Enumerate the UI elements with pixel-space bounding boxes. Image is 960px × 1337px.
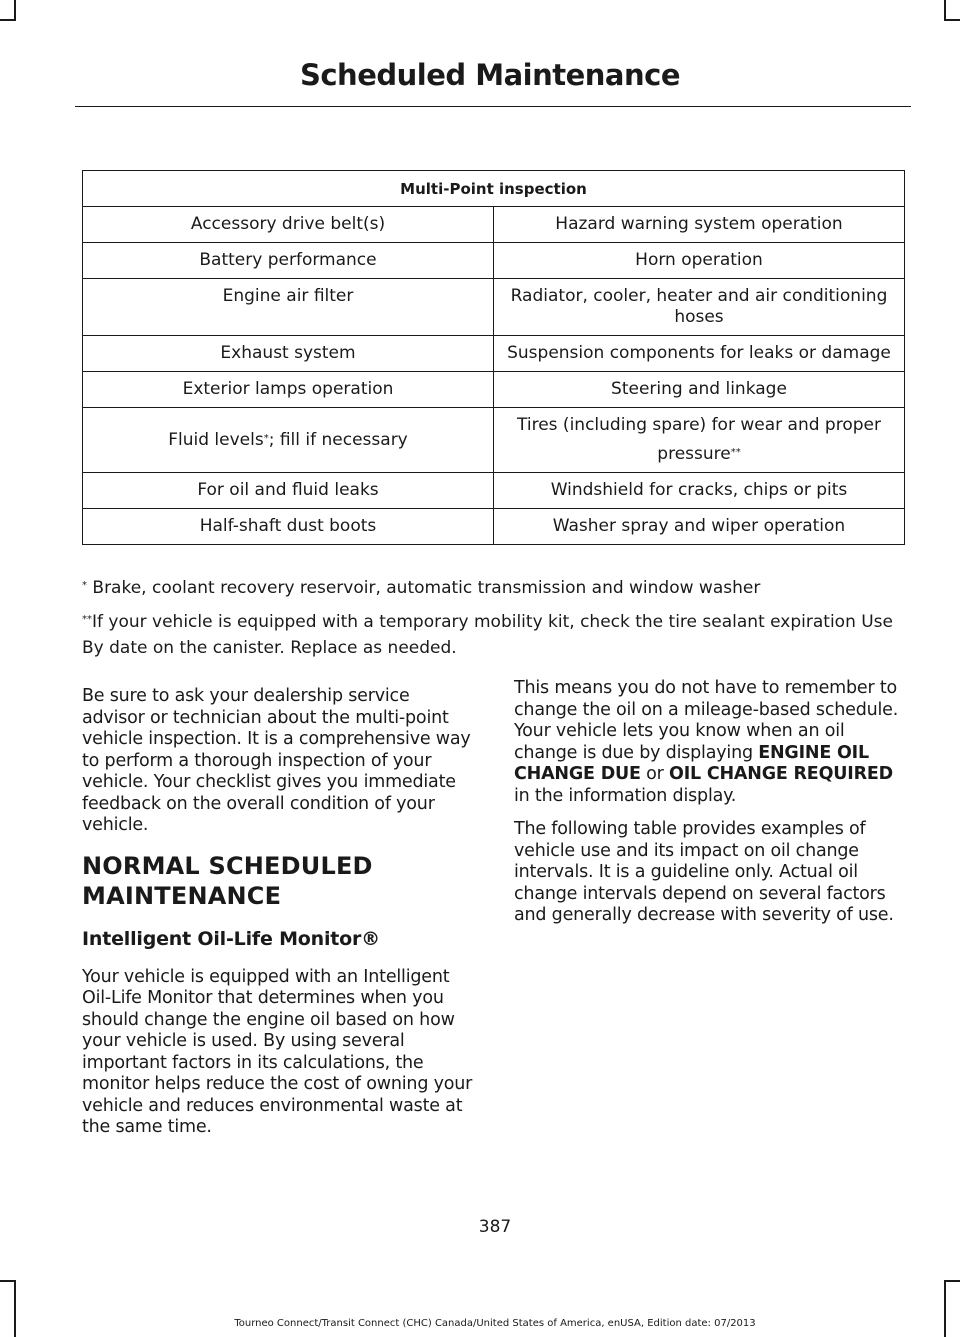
table-row <box>83 473 905 509</box>
table-cell: Steering and linkage <box>494 372 905 408</box>
heading-line: MAINTENANCE <box>82 881 282 910</box>
table-cell: Suspension components for leaks or damage <box>494 336 905 372</box>
table-cell: Accessory drive belt(s) <box>83 207 494 243</box>
table-cell: Exhaust system <box>83 336 494 372</box>
footnote-marker: ** <box>730 447 741 458</box>
table-cell: Windshield for cracks, chips or pits <box>494 473 905 509</box>
title-rule <box>75 106 911 107</box>
subsection-heading: Intelligent Oil-Life Monitor® <box>82 927 380 950</box>
cell-text: ; fill if necessary <box>268 429 408 450</box>
table-cell: Washer spray and wiper operation <box>494 509 905 545</box>
footnote-text: Brake, coolant recovery reservoir, automatic transmission and window washer <box>87 578 761 598</box>
crop-mark <box>0 1280 16 1282</box>
table-cell: Engine air filter <box>83 279 494 336</box>
display-message: ENGINE OIL CHANGE DUE <box>514 742 869 784</box>
cell-text: Fluid levels <box>168 429 264 450</box>
crop-mark <box>0 19 16 21</box>
footnote-text: If your vehicle is equipped with a temporary mobility kit, check the tire sealant expiration Use By date on the canister. Replace as needed. <box>82 612 894 658</box>
section-heading <box>82 851 477 911</box>
table-row <box>83 243 905 279</box>
cell-text: Tires (including spare) for wear and proper <box>517 415 881 435</box>
footnote-marker: * <box>82 580 87 591</box>
table-row <box>83 372 905 408</box>
table-cell: Exterior lamps operation <box>83 372 494 408</box>
heading-line: NORMAL SCHEDULED <box>82 851 373 880</box>
paragraph <box>514 678 909 807</box>
table-cell: Half-shaft dust boots <box>83 509 494 545</box>
table-header-row <box>83 171 905 207</box>
table-cell: Horn operation <box>494 243 905 279</box>
text: in the information display. <box>514 785 737 806</box>
table-row <box>83 336 905 372</box>
right-column <box>514 678 909 939</box>
footnote-1 <box>82 575 912 601</box>
crop-mark <box>944 1280 960 1282</box>
table-row <box>83 509 905 545</box>
table-cell: Hazard warning system operation <box>494 207 905 243</box>
footnote-2 <box>82 609 912 661</box>
table-cell <box>83 408 494 473</box>
table-cell: Radiator, cooler, heater and air conditioning hoses <box>494 279 905 336</box>
footnote-marker: * <box>263 432 269 444</box>
text: or <box>640 764 670 784</box>
table-row <box>83 408 905 473</box>
table-row <box>83 207 905 243</box>
crop-mark <box>14 0 16 20</box>
table-cell: For oil and fluid leaks <box>83 473 494 509</box>
display-message: OIL CHANGE REQUIRED <box>669 764 893 784</box>
edition-footer: Tourneo Connect/Transit Connect (CHC) Canada/United States of America, enUSA, Edition date: 07/2013 <box>234 1318 756 1329</box>
paragraph: Be sure to ask your dealership service advisor or technician about the multi-point vehicle inspection. It is a comprehensive way to perform a thorough inspection of your vehicle. Your checklist gives you immediate feedback on the overall condition of your vehicle. <box>82 686 471 835</box>
multi-point-inspection-table <box>82 170 905 545</box>
table-heading: Multi-Point inspection <box>83 171 905 207</box>
left-column <box>82 686 477 1151</box>
crop-mark <box>944 0 946 20</box>
paragraph: The following table provides examples of vehicle use and its impact on oil change intervals. It is a guideline only. Actual oil change intervals depend on several factors and generally decrease with severity of use. <box>514 819 894 925</box>
table-cell <box>494 408 905 473</box>
footnote-marker: ** <box>82 614 92 625</box>
text: This means you do not have to remember to change the oil on a mileage-based schedule. Your vehicle lets you know when an oil change is due by displaying <box>514 678 899 763</box>
page-title: Scheduled Maintenance <box>299 58 680 92</box>
paragraph: Your vehicle is equipped with an Intelligent Oil-Life Monitor that determines when you should change the engine oil based on how your vehicle is used. By using several important factors in its calculations, the monitor helps reduce the cost of owning your vehicle and reduces environmental waste at the same time. <box>82 966 473 1137</box>
table-row <box>83 279 905 336</box>
table-cell: Battery performance <box>83 243 494 279</box>
cell-text: pressure <box>657 444 731 464</box>
page-number: 387 <box>478 1217 512 1237</box>
crop-mark <box>944 19 960 21</box>
